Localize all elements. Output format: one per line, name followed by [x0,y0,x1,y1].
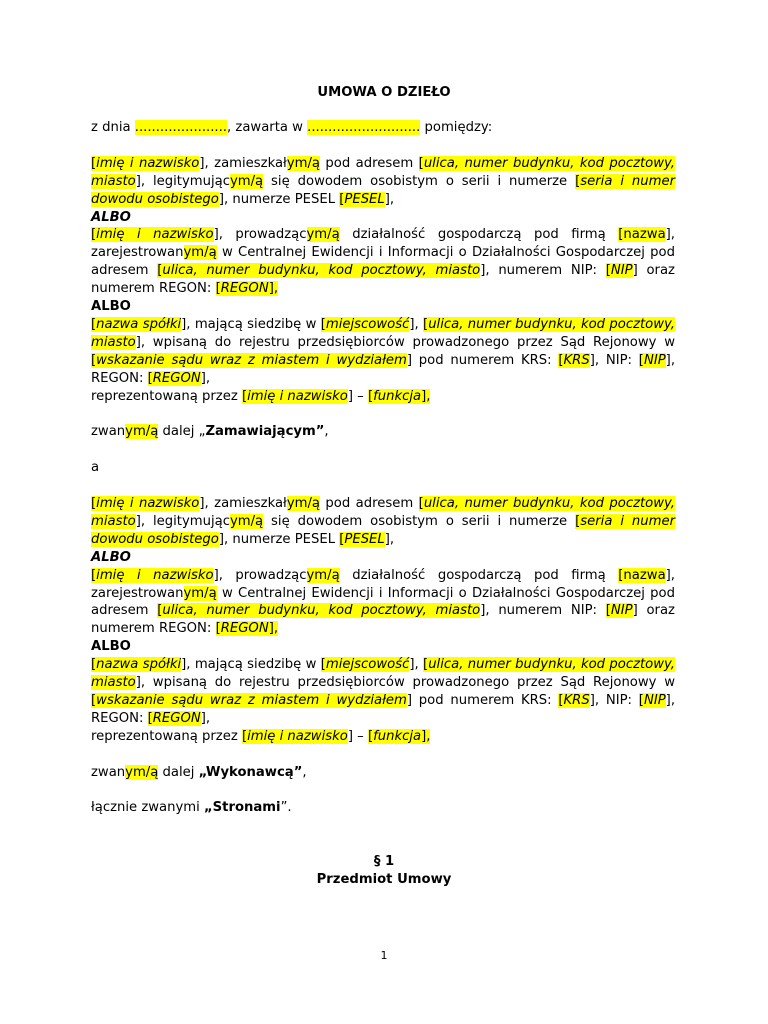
placeholder-field: funkcja [373,728,422,744]
albo-label: ALBO [91,209,131,225]
placeholder-field: imię i nazwisko [96,567,214,583]
party1-business: [imię i nazwisko], prowadzącym/ą działalność gospodarczą pod firmą [nazwa], zarejestrowanym/ą w Centralnej Ewidencji i Informacji o Działalności Gospodarczej pod adresem [ulica, numer budynku, kod pocztowy, miasto], numerem NIP: [NIP] oraz numerem REGON: [REGON], [91,227,675,297]
placeholder-field: miejscowość [325,316,410,332]
placeholder-field: seria i numer dowodu osobistego [91,173,675,207]
placeholder-field: PESEL [344,191,385,207]
placeholder-field: REGON [152,710,201,726]
section-title: Przedmiot Umowy [316,872,452,887]
party2-natural-person: [imię i nazwisko], zamieszkałym/ą pod adresem [ulica, numer budynku, kod pocztowy, miasto], legitymującym/ą się dowodem osobistym o serii i numerze [seria i numer dowodu osobistego], numerze PESEL [PESEL], [91,495,675,547]
placeholder-field: ulica, numer budynku, kod pocztowy, miasto [91,316,676,350]
party2-business: [imię i nazwisko], prowadzącym/ą działalność gospodarczą pod firmą [nazwa], zarejestrowanym/ą w Centralnej Ewidencji i Informacji o Działalności Gospodarczej pod adresem [ulica, numer budynku, kod pocztowy, miasto], numerem NIP: [NIP] oraz numerem REGON: [REGON], [91,567,675,637]
place-blank: ........................... [307,120,421,135]
party2-company: [nazwa spółki], mającą siedzibę w [miejscowość], [ulica, numer budynku, kod pocztowy, miasto], wpisaną do rejestru przedsiębiorców prowadzonego przez Sąd Rejonowy w [wskazanie sądu wraz z miastem i wydziałem] pod numerem KRS: [KRS], NIP: [NIP], REGON: [REGON], [91,657,676,726]
placeholder-field: imię i nazwisko [247,728,348,744]
placeholder-field: imię i nazwisko [96,495,200,511]
placeholder-field: wskazanie sądu wraz z miastem i wydziałem [96,352,407,368]
party1-representation: reprezentowaną przez [imię i nazwisko] – [funkcja], [91,388,431,404]
party1-role-name: Zamawiającym” [205,424,325,440]
placeholder-field: wskazanie sądu wraz z miastem i wydziałem [96,692,407,708]
parties-term: „Stronami [203,800,281,816]
conjunction: a [91,460,100,476]
placeholder-field: imię i nazwisko [247,388,348,404]
document-body [91,119,675,817]
placeholder-field: KRS [563,352,590,368]
placeholder-field: funkcja [373,388,422,404]
party1-natural-person: [imię i nazwisko], zamieszkałym/ą pod adresem [ulica, numer budynku, kod pocztowy, miasto], legitymującym/ą się dowodem osobistym o serii i numerze [seria i numer dowodu osobistego], numerze PESEL [PESEL], [91,155,675,207]
placeholder-field: NIP [643,692,666,708]
page-number: 1 [380,949,388,962]
party2-designation: zwanym/ą dalej „Wykonawcą”, [91,764,307,780]
placeholder-field: NIP [643,352,666,368]
placeholder-field: seria i numer dowodu osobistego [91,513,675,547]
placeholder-field: REGON [220,281,269,297]
placeholder-field: ulica, numer budynku, kod pocztowy, miasto [91,495,675,529]
party1-company: [nazwa spółki], mającą siedzibę w [miejscowość], [ulica, numer budynku, kod pocztowy, miasto], wpisaną do rejestru przedsiębiorców prowadzonego przez Sąd Rejonowy w [wskazanie sądu wraz z miastem i wydziałem] pod numerem KRS: [KRS], NIP: [NIP], REGON: [REGON], [91,316,676,386]
placeholder-field: nazwa [623,567,666,583]
placeholder-field: imię i nazwisko [96,227,214,243]
date-blank: ...................... [134,120,228,135]
placeholder-field: imię i nazwisko [96,155,200,171]
placeholder-field: ulica, numer budynku, kod pocztowy, miasto [91,155,675,189]
party2-representation: reprezentowaną przez [imię i nazwisko] – [funkcja], [91,728,431,744]
albo-label: ALBO [91,639,131,655]
party2-role-name: „Wykonawcą” [198,764,303,780]
party1-designation: zwanym/ą dalej „Zamawiającym”, [91,424,329,440]
placeholder-field: NIP [610,263,633,279]
placeholder-field: KRS [563,692,590,708]
intro-line: z dnia ......................, zawarta w ........................... pomiędzy: [91,120,493,135]
albo-label: ALBO [91,299,131,315]
section-number: § 1 [373,854,395,869]
placeholder-field: REGON [220,621,269,637]
placeholder-field: miejscowość [325,657,410,673]
placeholder-field: ulica, numer budynku, kod pocztowy, miasto [162,263,481,279]
placeholder-field: nazwa spółki [96,316,182,332]
placeholder-field: nazwa spółki [96,657,182,673]
placeholder-field: nazwa [623,227,666,243]
placeholder-field: ulica, numer budynku, kod pocztowy, miasto [162,603,481,619]
placeholder-field: REGON [152,370,201,386]
placeholder-field: PESEL [344,531,385,547]
placeholder-field: NIP [610,603,633,619]
document-title: UMOWA O DZIEŁO [317,85,451,100]
albo-label: ALBO [91,549,131,565]
placeholder-field: ulica, numer budynku, kod pocztowy, miasto [91,657,676,691]
parties-jointly: łącznie zwanymi „Stronami”. [91,800,292,816]
